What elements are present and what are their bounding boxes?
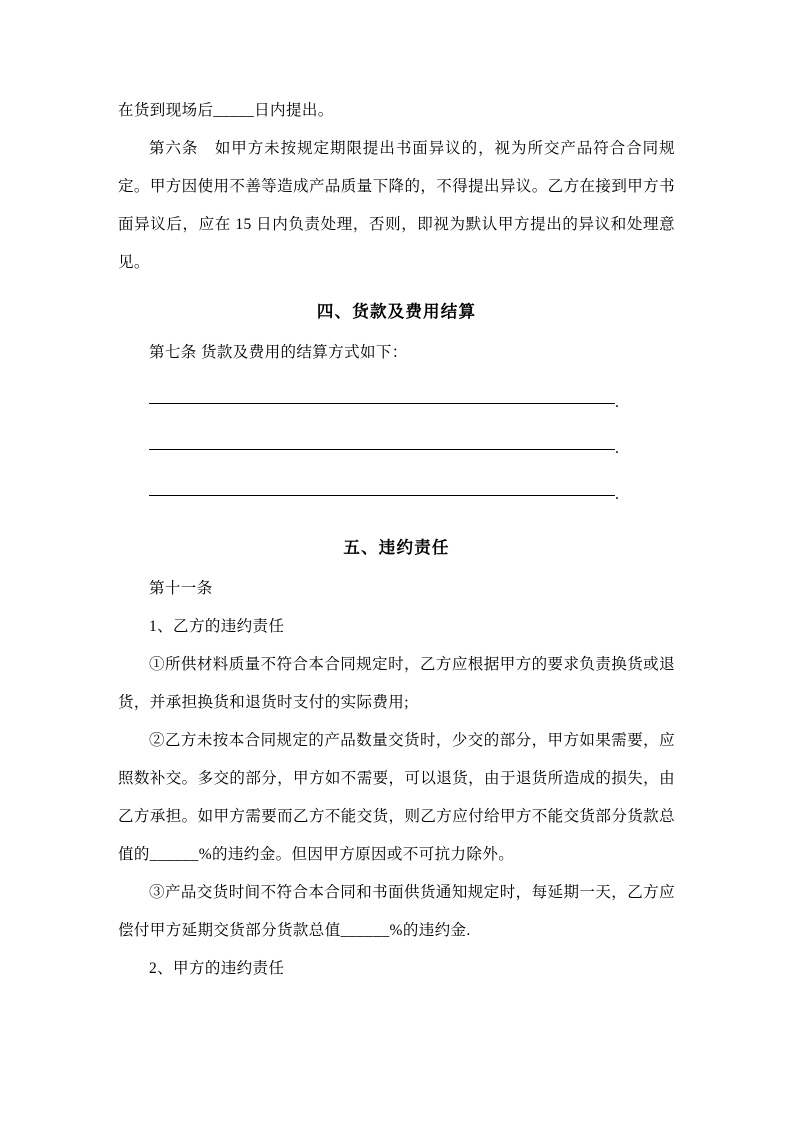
section-heading-four: 四、货款及费用结算 bbox=[316, 303, 477, 321]
paragraph-article-seven: 第七条 货款及费用的结算方式如下： bbox=[149, 344, 408, 361]
fill-in-rule bbox=[149, 495, 615, 496]
paragraph-delivery-objection-deadline: 在货到现场后_____日内提出。 bbox=[118, 102, 334, 119]
document-body bbox=[118, 92, 675, 988]
paragraph-party-b-liability-title: 1、乙方的违约责任 bbox=[149, 618, 285, 635]
paragraph-party-b-item-2: ②乙方未按本合同规定的产品数量交货时，少交的部分，甲方如果需要，应照数补交。多交的部分，甲方如不需要，可以退货，由于退货所造成的损失，由乙方承担。如甲方需要而乙方不能交货，则乙方应付给甲方不能交货部分货款总值的______%的违约金。但因甲方原因或不可抗力除外。 bbox=[118, 732, 675, 863]
fill-in-line-punctuation: . bbox=[615, 394, 619, 411]
spacer bbox=[118, 518, 675, 526]
spacer bbox=[118, 372, 675, 380]
paragraph-party-b-item-3: ③产品交货时间不符合本合同和书面供货通知规定时，每延期一天，乙方应偿付甲方延期交货部分货款总值______%的违约金. bbox=[118, 884, 675, 939]
paragraph-article-six: 第六条 如甲方未按规定期限提出书面异议的，视为所交产品符合合同规定。甲方因使用不善等造成产品质量下降的，不得提出异议。乙方在接到甲方书面异议后，应在 15 日内负责处理，否则，即视为默认甲方提出的异议和处理意见。 bbox=[118, 140, 675, 271]
spacer bbox=[118, 282, 675, 290]
paragraph-party-a-liability-title: 2、甲方的违约责任 bbox=[149, 960, 285, 977]
fill-in-line-punctuation: . bbox=[615, 440, 619, 457]
section-heading-five: 五、违约责任 bbox=[343, 539, 450, 557]
paragraph-article-eleven: 第十一条 bbox=[149, 580, 213, 597]
paragraph-party-b-item-1: ①所供材料质量不符合本合同规定时，乙方应根据甲方的要求负责换货或退货，并承担换货和退货时支付的实际费用; bbox=[118, 656, 675, 711]
fill-in-line-3[interactable] bbox=[118, 472, 675, 518]
fill-in-line-punctuation: . bbox=[615, 486, 619, 503]
fill-in-rule bbox=[149, 449, 615, 450]
fill-in-line-2[interactable] bbox=[118, 426, 675, 472]
fill-in-line-1[interactable] bbox=[118, 380, 675, 426]
fill-in-rule bbox=[149, 403, 615, 404]
